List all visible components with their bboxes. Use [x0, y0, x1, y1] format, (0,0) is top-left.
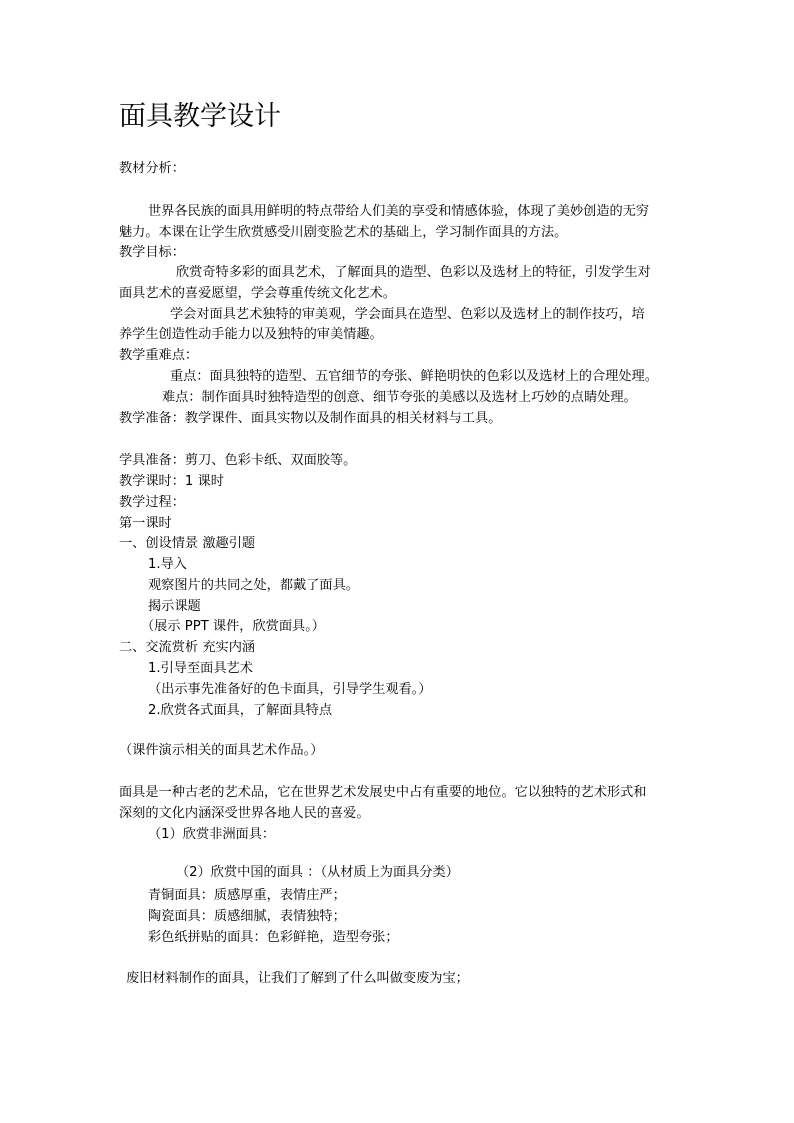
- section-heading-student-tools: 学具准备：剪刀、色彩卡纸、双面胶等。: [119, 453, 357, 468]
- list-item: （1）欣赏非洲面具：: [148, 827, 276, 842]
- list-item: （展示 PPT 课件，欣赏面具。）: [141, 619, 325, 634]
- paragraph-line: 学会对面具艺术独特的审美观，学会面具在造型、色彩以及选材上的制作技巧，培: [170, 307, 645, 322]
- list-item: 2.欣赏各式面具，了解面具特点: [148, 703, 333, 718]
- list-item: 1.导入: [148, 557, 187, 572]
- section-heading-objectives: 教学目标：: [119, 245, 185, 260]
- paragraph-line: 世界各民族的面具用鲜明的特点带给人们美的享受和情感体验，体现了美妙创造的无穷: [148, 204, 650, 219]
- paragraph-line: 欣赏奇特多彩的面具艺术，了解面具的造型、色彩以及选材上的特征，引发学生对: [176, 265, 651, 280]
- list-item: 揭示课题: [148, 599, 201, 614]
- list-item: 陶瓷面具：质感细腻，表情独特；: [148, 909, 346, 924]
- paragraph-line: 深刻的文化内涵深受世界各地人民的喜爱。: [119, 806, 370, 821]
- paragraph-line: （课件演示相关的面具艺术作品。）: [119, 743, 324, 758]
- lesson-heading: 第一课时: [119, 516, 172, 531]
- list-item: 彩色纸拼贴的面具：色彩鲜艳，造型夸张；: [148, 930, 399, 945]
- step-heading: 一、创设情景 激趣引题: [119, 536, 256, 551]
- paragraph-line: 面具艺术的喜爱愿望，学会尊重传统文化艺术。: [119, 286, 396, 301]
- section-heading-material-analysis: 教材分析：: [119, 161, 185, 176]
- paragraph-line: 废旧材料制作的面具，让我们了解到了什么叫做变废为宝；: [126, 971, 469, 986]
- section-heading-key-points: 教学重难点：: [119, 348, 199, 363]
- section-heading-process: 教学过程：: [119, 495, 185, 510]
- section-heading-preparation: 教学准备：教学课件、面具实物以及制作面具的相关材料与工具。: [119, 411, 502, 426]
- paragraph-line: 养学生创造性动手能力以及独特的审美情趣。: [119, 327, 383, 342]
- list-item: 青铜面具：质感厚重，表情庄严；: [148, 888, 346, 903]
- paragraph-line: 重点：面具独特的造型、五官细节的夸张、鲜艳明快的色彩以及选材上的合理处理。: [170, 369, 658, 384]
- paragraph-line: 魅力。本课在让学生欣赏感受川剧变脸艺术的基础上，学习制作面具的方法。: [119, 225, 568, 240]
- section-heading-class-hours: 教学课时：1 课时: [119, 474, 224, 489]
- list-item: （2）欣赏中国的面具 ：（从材质上为面具分类）: [176, 865, 459, 880]
- list-item: （出示事先准备好的色卡面具，引导学生观看。）: [148, 682, 432, 697]
- step-heading: 二、交流赏析 充实内涵: [119, 640, 256, 655]
- paragraph-line: 面具是一种古老的艺术品，它在世界艺术发展史中占有重要的地位。它以独特的艺术形式和: [119, 785, 647, 800]
- paragraph-line: 难点：制作面具时独特造型的创意、细节夸张的美感以及选材上巧妙的点睛处理。: [162, 390, 637, 405]
- list-item: 观察图片的共同之处，都戴了面具。: [148, 578, 359, 593]
- document-title: 面具教学设计: [119, 101, 281, 132]
- list-item: 1.引导至面具艺术: [148, 661, 253, 676]
